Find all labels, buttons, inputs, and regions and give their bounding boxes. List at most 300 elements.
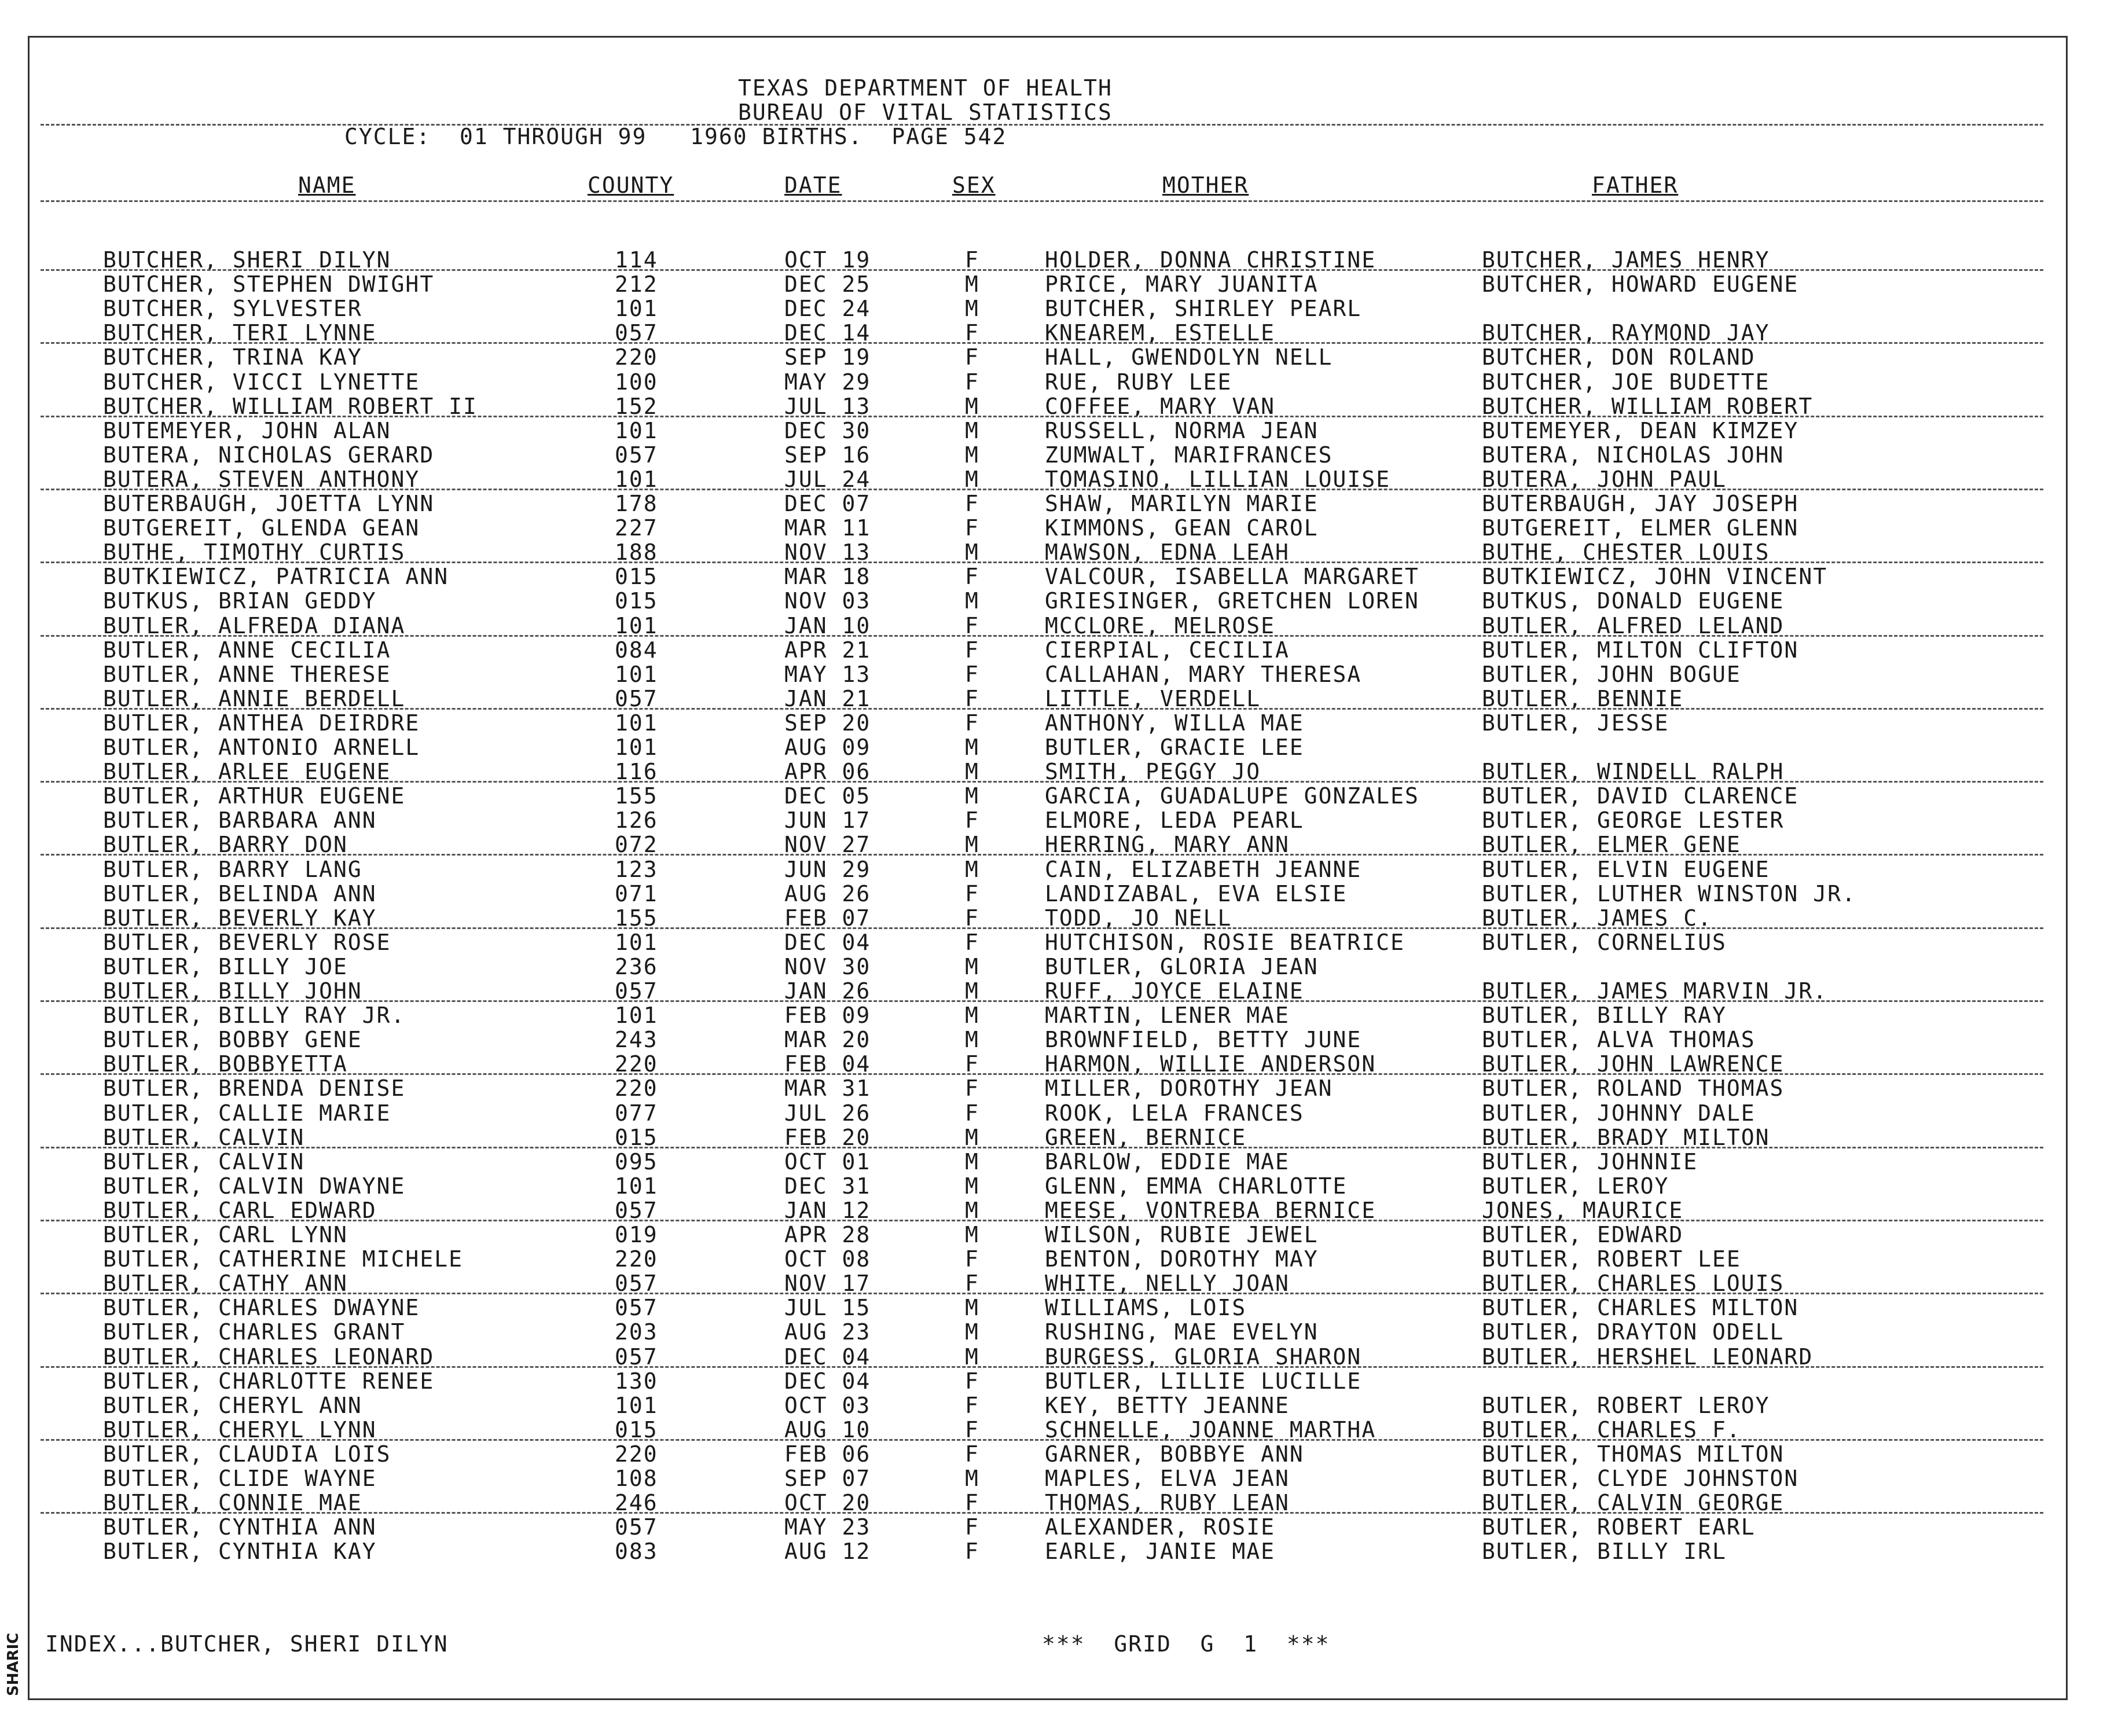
- record-date: APR 06: [784, 759, 871, 785]
- record-date: JUL 15: [784, 1295, 871, 1321]
- record-county: 101: [615, 466, 658, 492]
- row-rule: [41, 416, 2043, 417]
- record-name: BUTLER, CATHERINE MICHELE: [103, 1246, 463, 1272]
- table-row: [0, 1125, 2118, 1150]
- record-name: BUTLER, ANNIE BERDELL: [103, 685, 406, 711]
- record-sex: F: [965, 1490, 979, 1516]
- record-father: BUTKUS, DONALD EUGENE: [1482, 588, 1785, 614]
- record-father: BUTLER, LUTHER WINSTON JR.: [1482, 880, 1856, 906]
- record-name: BUTLER, CARL LYNN: [103, 1222, 348, 1247]
- record-father: BUTCHER, DON ROLAND: [1482, 344, 1756, 370]
- record-father: BUTLER, WINDELL RALPH: [1482, 759, 1785, 785]
- record-date: NOV 30: [784, 953, 871, 979]
- record-father: BUTCHER, JAMES HENRY: [1482, 247, 1770, 273]
- record-name: BUTLER, CHARLES LEONARD: [103, 1344, 435, 1370]
- table-row: [0, 1150, 2118, 1174]
- record-sex: F: [965, 808, 979, 834]
- record-date: JAN 10: [784, 612, 871, 638]
- record-name: BUTLER, BILLY JOHN: [103, 978, 362, 1004]
- record-sex: F: [965, 491, 979, 516]
- table-row: [0, 589, 2118, 613]
- record-sex: F: [965, 344, 979, 370]
- table-row: [0, 832, 2118, 857]
- record-father: BUTGEREIT, ELMER GLENN: [1482, 515, 1799, 541]
- record-father: BUTLER, CHARLES LOUIS: [1482, 1271, 1785, 1297]
- record-county: 101: [615, 929, 658, 955]
- table-row: [0, 662, 2118, 687]
- record-sex: M: [965, 539, 979, 566]
- record-sex: F: [965, 1514, 979, 1540]
- col-header-mother: MOTHER: [1162, 173, 1249, 198]
- record-name: BUTLER, BILLY RAY JR.: [103, 1003, 406, 1029]
- table-row: [0, 1076, 2118, 1100]
- record-mother: KIMMONS, GEAN CAROL: [1045, 515, 1319, 541]
- record-county: 015: [615, 1124, 658, 1150]
- record-date: DEC 04: [784, 1344, 871, 1370]
- record-sex: M: [965, 1319, 979, 1345]
- record-father: BUTLER, JESSE: [1482, 710, 1669, 736]
- table-row: [0, 955, 2118, 979]
- record-mother: MILLER, DOROTHY JEAN: [1045, 1076, 1333, 1102]
- record-mother: ZUMWALT, MARIFRANCES: [1045, 442, 1333, 468]
- record-father: BUTLER, CHARLES MILTON: [1482, 1295, 1799, 1321]
- table-row: [0, 394, 2118, 419]
- record-sex: M: [965, 1173, 979, 1199]
- record-father: BUTLER, CLYDE JOHNSTON: [1482, 1466, 1799, 1491]
- record-county: 057: [615, 320, 658, 346]
- record-date: JUL 26: [784, 1100, 871, 1126]
- table-row: [0, 614, 2118, 638]
- table-row: [0, 564, 2118, 589]
- record-county: 083: [615, 1539, 658, 1565]
- table-row: [0, 930, 2118, 955]
- record-name: BUTKUS, BRIAN GEDDY: [103, 588, 377, 614]
- record-county: 101: [615, 612, 658, 638]
- record-sex: M: [965, 1344, 979, 1370]
- row-rule: [41, 1293, 2043, 1294]
- record-sex: F: [965, 661, 979, 687]
- table-row: [0, 1442, 2118, 1466]
- record-name: BUTKIEWICZ, PATRICIA ANN: [103, 564, 449, 590]
- col-header-sex: SEX: [952, 173, 996, 198]
- record-father: BUTLER, JOHN BOGUE: [1482, 661, 1741, 687]
- table-row: [0, 1247, 2118, 1271]
- record-mother: WHITE, NELLY JOAN: [1045, 1271, 1290, 1297]
- record-name: BUTLER, CALVIN: [103, 1124, 305, 1150]
- record-date: AUG 10: [784, 1416, 871, 1443]
- record-date: DEC 31: [784, 1173, 871, 1199]
- record-mother: MAPLES, ELVA JEAN: [1045, 1466, 1290, 1491]
- record-mother: GARNER, BOBBYE ANN: [1045, 1441, 1304, 1467]
- record-sex: F: [965, 515, 979, 541]
- record-county: 130: [615, 1368, 658, 1394]
- table-row: [0, 1539, 2118, 1563]
- record-mother: HERRING, MARY ANN: [1045, 832, 1290, 858]
- record-mother: HUTCHISON, ROSIE BEATRICE: [1045, 929, 1405, 955]
- table-row: [0, 1003, 2118, 1027]
- row-rule: [41, 781, 2043, 783]
- record-date: AUG 23: [784, 1319, 871, 1345]
- record-father: BUTLER, THOMAS MILTON: [1482, 1441, 1785, 1467]
- record-father: BUTLER, ROBERT EARL: [1482, 1514, 1756, 1540]
- record-father: BUTLER, JOHN LAWRENCE: [1482, 1051, 1785, 1077]
- table-row: [0, 1295, 2118, 1320]
- record-name: BUTLER, CALVIN: [103, 1148, 305, 1175]
- record-date: MAY 29: [784, 369, 871, 395]
- record-county: 015: [615, 564, 658, 590]
- record-sex: F: [965, 685, 979, 711]
- record-sex: F: [965, 637, 979, 663]
- table-row: [0, 1345, 2118, 1369]
- row-rule: [41, 1512, 2043, 1514]
- record-father: BUTCHER, RAYMOND JAY: [1482, 320, 1770, 346]
- record-sex: M: [965, 393, 979, 419]
- table-row: [0, 1052, 2118, 1076]
- record-county: 101: [615, 710, 658, 736]
- table-row: [0, 1101, 2118, 1125]
- table-row: [0, 857, 2118, 882]
- record-father: BUTERBAUGH, JAY JOSEPH: [1482, 491, 1799, 516]
- record-sex: F: [965, 1368, 979, 1394]
- record-date: FEB 20: [784, 1124, 871, 1150]
- record-mother: ELMORE, LEDA PEARL: [1045, 808, 1304, 834]
- record-mother: CIERPIAL, CECILIA: [1045, 637, 1290, 663]
- record-name: BUTLER, BILLY JOE: [103, 953, 348, 979]
- record-date: JUL 24: [784, 466, 871, 492]
- table-row: [0, 1515, 2118, 1539]
- record-father: BUTLER, MILTON CLIFTON: [1482, 637, 1799, 663]
- record-sex: M: [965, 978, 979, 1004]
- record-mother: CALLAHAN, MARY THERESA: [1045, 661, 1362, 687]
- record-date: OCT 03: [784, 1392, 871, 1418]
- record-mother: MAWSON, EDNA LEAH: [1045, 539, 1290, 566]
- record-date: NOV 27: [784, 832, 871, 858]
- table-row: [0, 1418, 2118, 1442]
- table-row: [0, 419, 2118, 443]
- record-name: BUTCHER, STEPHEN DWIGHT: [103, 271, 435, 298]
- record-date: OCT 20: [784, 1490, 871, 1516]
- table-row: [0, 638, 2118, 662]
- record-date: JAN 26: [784, 978, 871, 1004]
- record-sex: M: [965, 759, 979, 785]
- record-father: BUTLER, CHARLES F.: [1482, 1416, 1741, 1443]
- record-county: 071: [615, 880, 658, 906]
- record-sex: F: [965, 880, 979, 906]
- record-father: BUTLER, ROBERT LEE: [1482, 1246, 1741, 1272]
- table-row: [0, 882, 2118, 906]
- record-date: APR 21: [784, 637, 871, 663]
- record-county: 114: [615, 247, 658, 273]
- record-sex: M: [965, 588, 979, 614]
- record-sex: F: [965, 1416, 979, 1443]
- table-row: [0, 1198, 2118, 1223]
- record-county: 123: [615, 856, 658, 882]
- record-mother: GARCIA, GUADALUPE GONZALES: [1045, 783, 1419, 809]
- record-father: BUTLER, JOHNNIE: [1482, 1148, 1698, 1175]
- record-sex: M: [965, 296, 979, 322]
- record-date: MAR 18: [784, 564, 871, 590]
- record-mother: BURGESS, GLORIA SHARON: [1045, 1344, 1362, 1370]
- record-sex: F: [965, 1271, 979, 1297]
- record-mother: LANDIZABAL, EVA ELSIE: [1045, 880, 1348, 906]
- record-mother: HARMON, WILLIE ANDERSON: [1045, 1051, 1376, 1077]
- table-row: [0, 979, 2118, 1003]
- record-mother: BUTLER, GRACIE LEE: [1045, 735, 1304, 760]
- record-name: BUTLER, CLIDE WAYNE: [103, 1466, 377, 1491]
- record-father: BUTLER, ALVA THOMAS: [1482, 1027, 1756, 1053]
- header-rule: [41, 124, 2043, 126]
- table-row: [0, 248, 2118, 272]
- table-row: [0, 1369, 2118, 1393]
- record-sex: M: [965, 1124, 979, 1150]
- table-row: [0, 443, 2118, 467]
- record-date: OCT 19: [784, 247, 871, 273]
- record-date: NOV 13: [784, 539, 871, 566]
- record-father: BUTLER, BILLY IRL: [1482, 1539, 1727, 1565]
- record-county: 152: [615, 393, 658, 419]
- record-mother: RUSHING, MAE EVELYN: [1045, 1319, 1319, 1345]
- record-county: 101: [615, 661, 658, 687]
- row-rule: [41, 269, 2043, 271]
- record-name: BUTCHER, SHERI DILYN: [103, 247, 391, 273]
- row-rule: [41, 1439, 2043, 1441]
- record-name: BUTLER, BARRY LANG: [103, 856, 362, 882]
- record-name: BUTLER, CALVIN DWAYNE: [103, 1173, 406, 1199]
- record-mother: BUTLER, GLORIA JEAN: [1045, 953, 1319, 979]
- record-county: 057: [615, 442, 658, 468]
- row-rule: [41, 342, 2043, 344]
- record-date: NOV 03: [784, 588, 871, 614]
- table-row: [0, 1320, 2118, 1344]
- record-father: BUTLER, DRAYTON ODELL: [1482, 1319, 1785, 1345]
- record-date: FEB 06: [784, 1441, 871, 1467]
- record-county: 057: [615, 1295, 658, 1321]
- record-name: BUTLER, CHARLES GRANT: [103, 1319, 406, 1345]
- record-date: OCT 08: [784, 1246, 871, 1272]
- record-father: BUTLER, BRADY MILTON: [1482, 1124, 1770, 1150]
- table-row: [0, 370, 2118, 394]
- record-date: FEB 07: [784, 905, 871, 931]
- table-row: [0, 1174, 2118, 1198]
- record-county: 100: [615, 369, 658, 395]
- record-mother: RUSSELL, NORMA JEAN: [1045, 417, 1319, 443]
- record-date: MAY 13: [784, 661, 871, 687]
- record-name: BUTLER, BOBBY GENE: [103, 1027, 362, 1053]
- record-sex: F: [965, 369, 979, 395]
- record-name: BUTCHER, TERI LYNNE: [103, 320, 377, 346]
- record-name: BUTLER, BOBBYETTA: [103, 1051, 348, 1077]
- record-father: BUTCHER, JOE BUDETTE: [1482, 369, 1770, 395]
- row-rule: [41, 927, 2043, 929]
- record-name: BUTLER, CHERYL LYNN: [103, 1416, 377, 1443]
- record-county: 101: [615, 735, 658, 760]
- record-name: BUTLER, CHERYL ANN: [103, 1392, 362, 1418]
- record-sex: M: [965, 271, 979, 298]
- record-sex: F: [965, 564, 979, 590]
- record-name: BUTLER, ANNE CECILIA: [103, 637, 391, 663]
- record-mother: ROOK, LELA FRANCES: [1045, 1100, 1304, 1126]
- record-county: 246: [615, 1490, 658, 1516]
- record-sex: M: [965, 1003, 979, 1029]
- table-row: [0, 467, 2118, 491]
- record-mother: PRICE, MARY JUANITA: [1045, 271, 1319, 298]
- record-father: BUTHE, CHESTER LOUIS: [1482, 539, 1770, 566]
- record-father: BUTLER, CORNELIUS: [1482, 929, 1727, 955]
- row-rule: [41, 1073, 2043, 1075]
- record-mother: BUTCHER, SHIRLEY PEARL: [1045, 296, 1362, 322]
- record-father: JONES, MAURICE: [1482, 1197, 1684, 1223]
- record-sex: M: [965, 735, 979, 760]
- record-date: AUG 26: [784, 880, 871, 906]
- table-row: [0, 711, 2118, 735]
- record-mother: COFFEE, MARY VAN: [1045, 393, 1276, 419]
- record-mother: KEY, BETTY JEANNE: [1045, 1392, 1290, 1418]
- record-mother: VALCOUR, ISABELLA MARGARET: [1045, 564, 1419, 590]
- table-row: [0, 906, 2118, 930]
- record-sex: M: [965, 1148, 979, 1175]
- table-row: [0, 272, 2118, 296]
- record-mother: HALL, GWENDOLYN NELL: [1045, 344, 1333, 370]
- record-date: DEC 14: [784, 320, 871, 346]
- grid-footer: *** GRID G 1 ***: [1042, 1631, 1330, 1657]
- record-name: BUTLER, CLAUDIA LOIS: [103, 1441, 391, 1467]
- record-father: BUTLER, CALVIN GEORGE: [1482, 1490, 1785, 1516]
- table-row: [0, 687, 2118, 711]
- record-mother: KNEAREM, ESTELLE: [1045, 320, 1276, 346]
- record-name: BUTGEREIT, GLENDA GEAN: [103, 515, 420, 541]
- record-name: BUTLER, BARBARA ANN: [103, 808, 377, 834]
- record-county: 072: [615, 832, 658, 858]
- row-rule: [41, 1220, 2043, 1221]
- record-name: BUTERA, STEVEN ANTHONY: [103, 466, 420, 492]
- bureau-title: BUREAU OF VITAL STATISTICS: [738, 100, 1113, 125]
- record-father: BUTCHER, WILLIAM ROBERT: [1482, 393, 1814, 419]
- record-name: BUTLER, BRENDA DENISE: [103, 1076, 406, 1102]
- record-mother: SMITH, PEGGY JO: [1045, 759, 1261, 785]
- record-name: BUTLER, BELINDA ANN: [103, 880, 377, 906]
- record-name: BUTLER, ANTONIO ARNELL: [103, 735, 420, 760]
- record-name: BUTLER, CYNTHIA KAY: [103, 1539, 377, 1565]
- record-county: 116: [615, 759, 658, 785]
- record-date: JAN 12: [784, 1197, 871, 1223]
- table-row: [0, 808, 2118, 832]
- record-county: 178: [615, 491, 658, 516]
- record-sex: F: [965, 1246, 979, 1272]
- record-father: BUTERA, NICHOLAS JOHN: [1482, 442, 1785, 468]
- record-mother: BENTON, DOROTHY MAY: [1045, 1246, 1319, 1272]
- record-sex: M: [965, 1295, 979, 1321]
- record-sex: F: [965, 247, 979, 273]
- table-row: [0, 491, 2118, 516]
- record-mother: EARLE, JANIE MAE: [1045, 1539, 1276, 1565]
- record-mother: CAIN, ELIZABETH JEANNE: [1045, 856, 1362, 882]
- record-date: NOV 17: [784, 1271, 871, 1297]
- record-mother: ALEXANDER, ROSIE: [1045, 1514, 1276, 1540]
- row-rule: [41, 561, 2043, 563]
- record-sex: M: [965, 442, 979, 468]
- record-date: MAR 11: [784, 515, 871, 541]
- row-rule: [41, 489, 2043, 490]
- record-date: MAR 31: [784, 1076, 871, 1102]
- table-row: [0, 735, 2118, 759]
- record-mother: MCCLORE, MELROSE: [1045, 612, 1276, 638]
- record-county: 015: [615, 1416, 658, 1443]
- table-row: [0, 784, 2118, 808]
- record-county: 203: [615, 1319, 658, 1345]
- record-county: 220: [615, 1441, 658, 1467]
- record-county: 155: [615, 783, 658, 809]
- row-rule: [41, 1366, 2043, 1368]
- cycle-line: CYCLE: 01 THROUGH 99 1960 BIRTHS. PAGE 542: [344, 124, 1007, 149]
- record-father: BUTLER, HERSHEL LEONARD: [1482, 1344, 1814, 1370]
- record-sex: F: [965, 1441, 979, 1467]
- table-row: [0, 296, 2118, 321]
- table-row: [0, 1466, 2118, 1491]
- record-name: BUTCHER, VICCI LYNETTE: [103, 369, 420, 395]
- record-sex: F: [965, 905, 979, 931]
- record-date: OCT 01: [784, 1148, 871, 1175]
- agency-title: TEXAS DEPARTMENT OF HEALTH: [738, 75, 1113, 101]
- record-father: BUTLER, BENNIE: [1482, 685, 1684, 711]
- record-mother: TODD, JO NELL: [1045, 905, 1232, 931]
- record-name: BUTLER, ANNE THERESE: [103, 661, 391, 687]
- record-name: BUTCHER, SYLVESTER: [103, 296, 362, 322]
- record-name: BUTLER, BEVERLY KAY: [103, 905, 377, 931]
- table-row: [0, 516, 2118, 540]
- record-mother: HOLDER, DONNA CHRISTINE: [1045, 247, 1376, 273]
- col-header-county: COUNTY: [588, 173, 674, 198]
- row-rule: [41, 708, 2043, 710]
- record-county: 220: [615, 1051, 658, 1077]
- record-county: 095: [615, 1148, 658, 1175]
- record-father: BUTLER, ELVIN EUGENE: [1482, 856, 1770, 882]
- table-row: [0, 1223, 2118, 1247]
- col-header-date: DATE: [784, 173, 842, 198]
- record-date: JAN 21: [784, 685, 871, 711]
- record-county: 057: [615, 1344, 658, 1370]
- record-date: JUL 13: [784, 393, 871, 419]
- record-mother: RUFF, JOYCE ELAINE: [1045, 978, 1304, 1004]
- record-father: BUTLER, ROLAND THOMAS: [1482, 1076, 1785, 1102]
- record-county: 057: [615, 685, 658, 711]
- record-father: BUTLER, JAMES C.: [1482, 905, 1713, 931]
- index-footer: INDEX...BUTCHER, SHERI DILYN: [45, 1631, 449, 1657]
- record-name: BUTLER, CARL EDWARD: [103, 1197, 377, 1223]
- table-row: [0, 1271, 2118, 1295]
- record-sex: M: [965, 953, 979, 979]
- record-sex: F: [965, 1051, 979, 1077]
- record-county: 057: [615, 978, 658, 1004]
- table-row: [0, 540, 2118, 564]
- record-date: SEP 16: [784, 442, 871, 468]
- record-name: BUTHE, TIMOTHY CURTIS: [103, 539, 406, 566]
- record-name: BUTLER, ANTHEA DEIRDRE: [103, 710, 420, 736]
- record-date: MAY 23: [784, 1514, 871, 1540]
- record-date: JUN 29: [784, 856, 871, 882]
- record-mother: WILSON, RUBIE JEWEL: [1045, 1222, 1319, 1247]
- col-header-father: FATHER: [1592, 173, 1679, 198]
- col-header-name: NAME: [298, 173, 356, 198]
- record-date: AUG 09: [784, 735, 871, 760]
- record-sex: M: [965, 417, 979, 443]
- record-date: DEC 30: [784, 417, 871, 443]
- record-father: BUTLER, ELMER GENE: [1482, 832, 1741, 858]
- row-rule: [41, 635, 2043, 637]
- record-mother: BROWNFIELD, BETTY JUNE: [1045, 1027, 1362, 1053]
- table-row: [0, 345, 2118, 369]
- record-name: BUTCHER, TRINA KAY: [103, 344, 362, 370]
- record-county: 101: [615, 296, 658, 322]
